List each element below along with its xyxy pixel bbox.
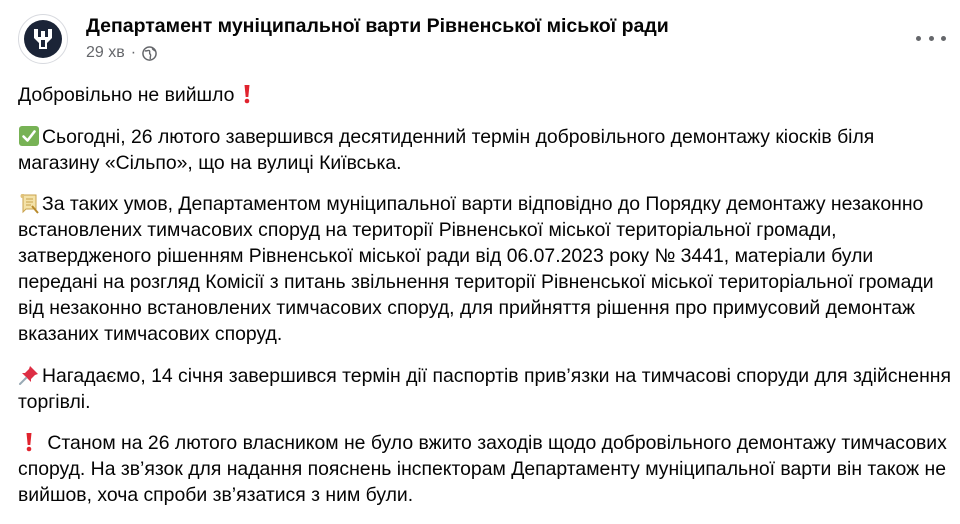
post-paragraph-1 [18, 124, 954, 176]
paragraph-4-text: Станом на 26 лютого власником не було вжито заходів щодо добровільного демонтажу тимчасових споруд. На зв’язок для надання пояснень інспекторам Департаменту муніципальної варти він також не вийшов, хоча спроби зв’язатися з ним були. [18, 432, 947, 507]
paragraph-3-text: Нагадаємо, 14 січня завершився термін дії паспортів прив’язки на тимчасові споруди для здійснення торгівлі. [18, 364, 951, 413]
page-name-link[interactable]: Департамент муніципальної варти Рівненської міської ради [86, 15, 669, 37]
page-avatar[interactable] [18, 14, 68, 64]
post-meta [86, 44, 157, 62]
paragraph-1-text: Сьогодні, 26 лютого завершився десятиденний термін добровільного демонтажу кіосків біля магазину «Сільпо», що на вулиці Київська. [18, 125, 875, 174]
check-mark-icon [18, 125, 40, 147]
post-title-line [18, 82, 954, 108]
pushpin-icon [18, 364, 40, 386]
more-dot [941, 36, 946, 41]
post-body [18, 82, 954, 524]
meta-separator: · [130, 44, 137, 61]
post-paragraph-2 [18, 191, 954, 347]
post-paragraph-3 [18, 363, 954, 415]
paragraph-2-text: За таких умов, Департаментом муніципальної варти відповідно до Порядку демонтажу незаконно встановлених тимчасових споруд на території Рівненської міської територіальної громади, затвердженого рішенням Рівненської міської ради від 06.07.2023 року № 3441, матеріали були передані на розгляд Комісії з питань звільнення території Рівненської міської територіальної громади від незаконно встановлених тимчасових споруд, для прийняття рішення про примусовий демонтаж вказаних тимчасових споруд. [18, 193, 934, 346]
globe-icon [142, 46, 157, 61]
more-options-icon[interactable] [916, 28, 946, 48]
post-paragraph-4 [18, 430, 954, 508]
municipal-guard-logo-icon [24, 20, 62, 58]
exclamation-icon [236, 83, 258, 105]
more-dot [929, 36, 934, 41]
post-timestamp[interactable]: 29 хв [86, 44, 125, 61]
more-dot [916, 36, 921, 41]
post-title: Добровільно не вийшло [18, 84, 235, 106]
exclamation-icon [18, 431, 40, 453]
scroll-icon [18, 192, 40, 214]
